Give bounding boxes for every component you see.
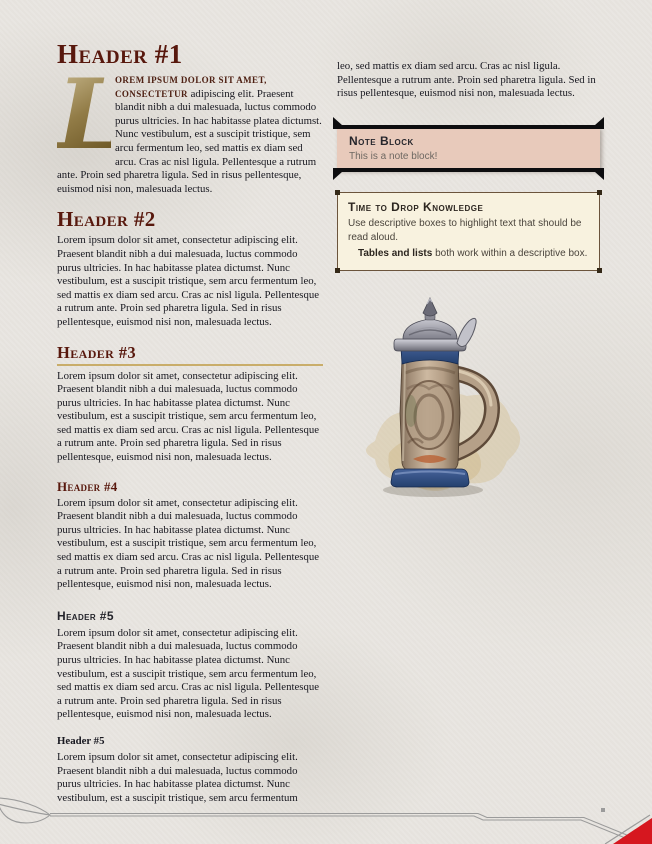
corner-dot-icon [335,268,340,273]
footer-square-dot [601,808,605,812]
descriptive-box-line2-rest: both work within a descriptive box. [432,247,588,259]
header-1: Header #1 [57,39,183,69]
note-block-title: Note Block [349,133,414,148]
descriptive-box-line2-bold: Tables and lists [358,247,433,259]
header-5-sans: Header #5 [57,608,114,623]
right-column [337,40,600,503]
lead-smallcaps: OREM IPSUM DOLOR SIT AMET, CONSECTETUR [115,75,267,99]
note-banner-top [333,117,604,129]
header-4: Header #4 [57,478,118,494]
beer-stein-image [345,293,525,503]
note-block [337,127,600,170]
descriptive-box-line1: Use descriptive boxes to highlight text that should be read aloud. [348,217,582,243]
descriptive-box-line2 [348,247,589,261]
corner-dot-icon [597,268,602,273]
footer-rule [50,814,628,838]
descriptive-box [337,192,600,271]
section-4-paragraph: Lorem ipsum dolor sit amet, consectetur adipiscing elit. Praesent blandit nibh a dui malesuada, luctus commodo purus ultricies. In hac habitasse platea dictumst. Nunc vestibulum, est a suscipit tristique, sem arcu fermentum leo, sed mattis ex diam sed arcu. Cras ac nisl ligula. Pellentesque a rutrum ante. Proin sed pharetra ligula. Sed in risus pellentesque, euismod nisi non, malesuada lectus. [57,496,320,591]
leaf-ornament-icon [0,798,50,823]
section-2-paragraph: Lorem ipsum dolor sit amet, consectetur adipiscing elit. Praesent blandit nibh a dui malesuada, luctus commodo purus ultricies. In hac habitasse platea dictumst. Nunc vestibulum, est a suscipit tristique, sem arcu fermentum leo, sed mattis ex diam sed arcu. Cras ac nisl ligula. Pellentesque a rutrum ante. Proin sed pharetra ligula. Sed in risus pellentesque, euismod nisi non, malesuada lectus. [57,234,320,328]
section-5-paragraph: Lorem ipsum dolor sit amet, consectetur adipiscing elit. Praesent blandit nibh a dui malesuada, luctus commodo purus ultricies. In hac habitasse platea dictumst. Nunc vestibulum, est a suscipit tristique, sem arcu fermentum leo, sed mattis ex diam sed arcu. Cras ac nisl ligula. Pellentesque a rutrum ante. Proin sed pharetra ligula. Sed in risus pellentesque, euismod nisi non, malesuada lectus. [57,626,320,721]
corner-dot-icon [335,190,340,195]
left-column [57,40,323,805]
note-banner-bottom [333,168,604,180]
overflow-paragraph: leo, sed mattis ex diam sed arcu. Cras ac nisl ligula. Pellentesque a rutrum ante. Proin sed pharetra ligula. Sed in risus pellentesque, euismod nisi non, malesuada lectus. [337,60,596,100]
drop-cap: L [57,58,125,171]
footer-ornament [0,794,652,844]
note-block-body: This is a note block! [349,150,438,162]
beer-stein-illustration [345,293,525,503]
header-2: Header #2 [57,207,156,232]
header-5-bold: Header #5 [57,734,105,747]
header-3: Header #3 [57,344,323,366]
corner-dot-icon [597,190,602,195]
lead-paragraph [57,58,323,196]
lead-text: adipiscing elit. Praesent blandit nibh a dui malesuada, luctus commodo purus ultricies. In hac habitasse platea dictumst. Nunc vestibulum, est a suscipit tristique, sem arcu fermentum leo, sed mattis ex diam sed arcu. Cras ac nisl ligula. Pellentesque a rutrum ante. Proin sed pharetra ligula. Sed in risus pellentesque, euismod nisi non, malesuada lectus. [57,87,322,195]
section-6-paragraph: Lorem ipsum dolor sit amet, consectetur adipiscing elit. Praesent blandit nibh a dui malesuada, luctus commodo purus ultricies. In hac habitasse platea dictumst. Nunc vestibulum, est a suscipit tristique, sem arcu fermentum [57,750,298,804]
section-3-paragraph: Lorem ipsum dolor sit amet, consectetur adipiscing elit. Praesent blandit nibh a dui malesuada, luctus commodo purus ultricies. In hac habitasse platea dictumst. Nunc vestibulum, est a suscipit tristique, sem arcu fermentum leo, sed mattis ex diam sed arcu. Cras ac nisl ligula. Pellentesque a rutrum ante. Proin sed pharetra ligula. Sed in risus pellentesque, euismod nisi non, malesuada lectus. [57,369,320,464]
descriptive-box-title: Time to Drop Knowledge [348,199,484,214]
page-corner-triangle [613,818,652,844]
